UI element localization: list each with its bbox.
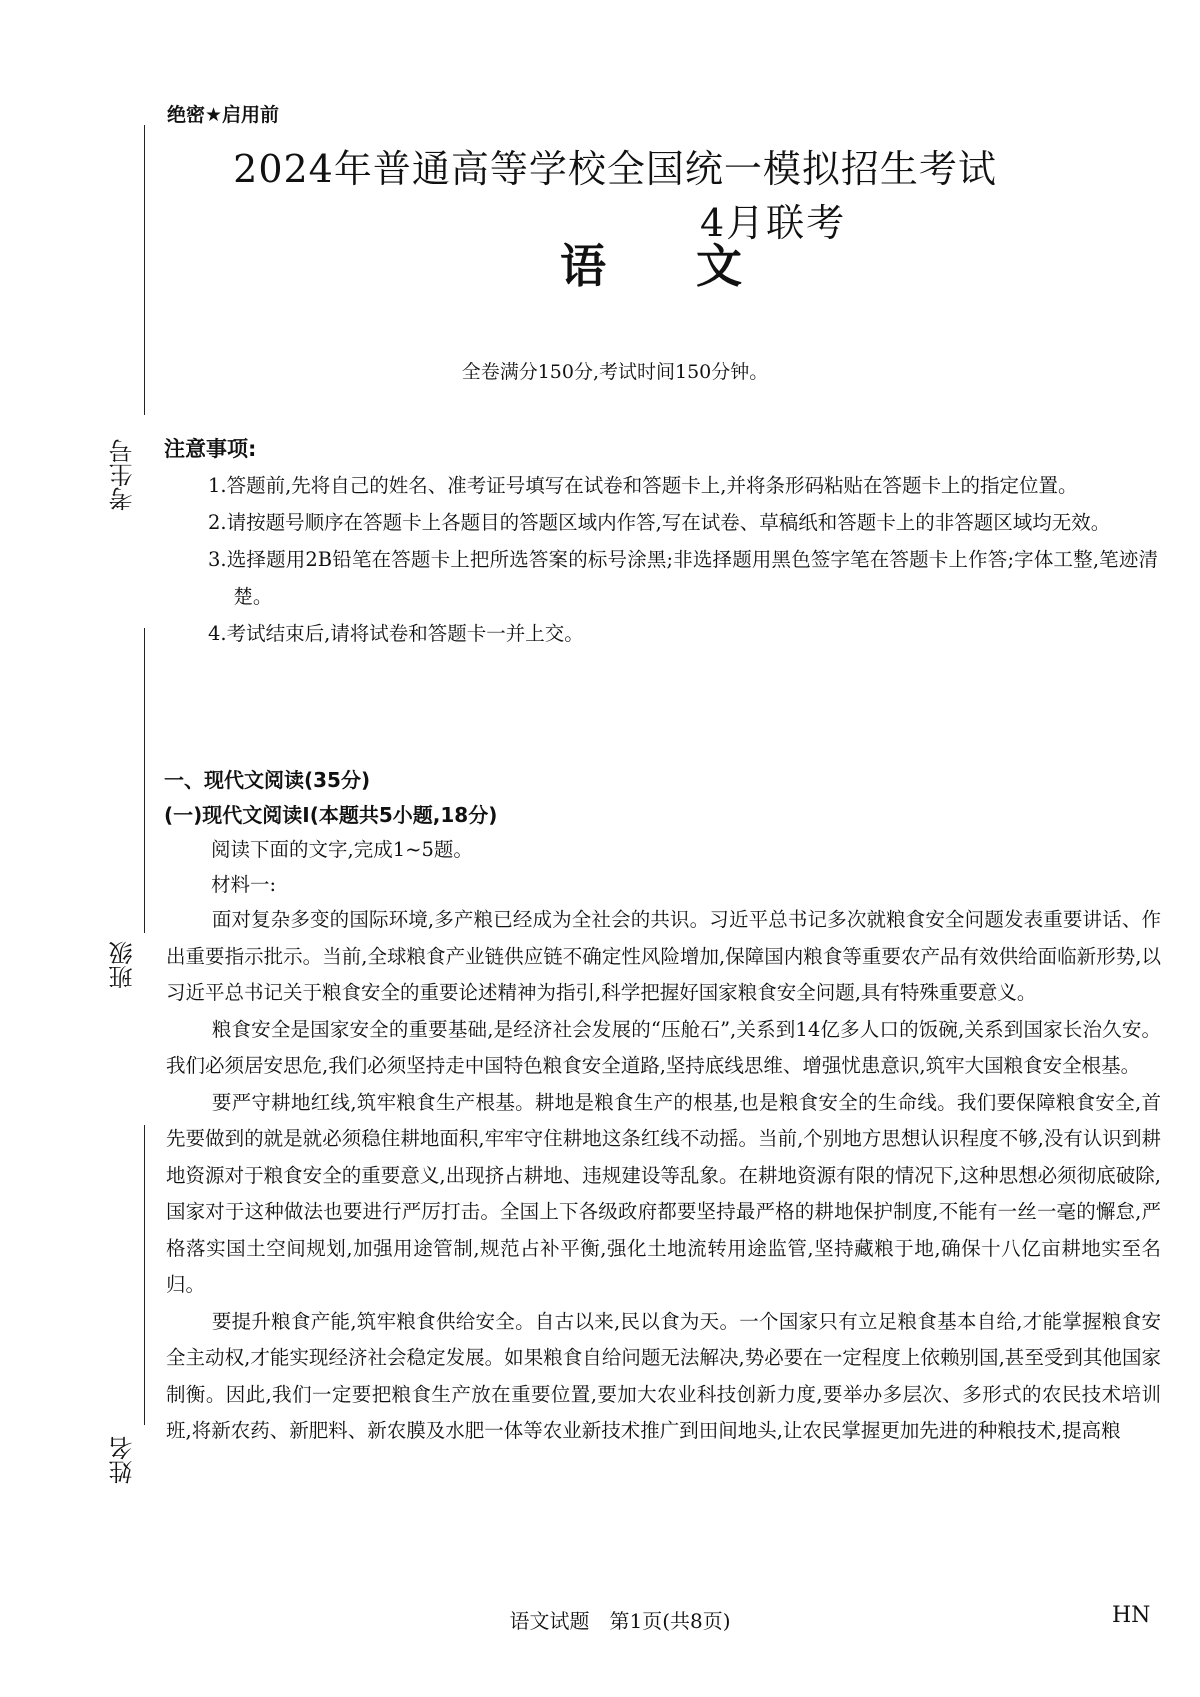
reading-passage <box>166 902 1161 1450</box>
page-footer: 语文试题 第1页(共8页) <box>509 1609 731 1633</box>
secret-label: 绝密★启用前 <box>167 104 280 126</box>
section-instruction: 阅读下面的文字,完成1~5题。 <box>211 838 473 861</box>
margin-line-middle <box>144 628 145 933</box>
margin-label-class: 班级 <box>109 941 137 989</box>
passage-paragraph: 要提升粮食产能,筑牢粮食供给安全。自古以来,民以食为天。一个国家只有立足粮食基本自给,才能掌握粮食安全主动权,才能实现经济社会稳定发展。如果粮食自给问题无法解决,势必要在一定程度上依赖别国,甚至受到其他国家制衡。因此,我们一定要把粮食生产放在重要位置,要加大农业科技创新力度,要举办多层次、多形式的农民技术培训班,将新农药、新肥料、新农膜及水肥一体等农业新技术推广到田间地头,让农民掌握更加先进的种粮技术,提高粮 <box>166 1309 1161 1442</box>
section-subheading: (一)现代文阅读Ⅰ(本题共5小题,18分) <box>164 803 498 827</box>
notice-title: 注意事项: <box>164 437 257 461</box>
notice-item: 4.考试结束后,请将试卷和答题卡一并上交。 <box>208 622 584 645</box>
notice-list <box>208 467 1158 652</box>
material-label: 材料一: <box>211 873 277 896</box>
exam-subtitle: 4月联考 <box>700 201 847 245</box>
passage-paragraph: 粮食安全是国家安全的重要基础,是经济社会发展的“压舱石”,关系到14亿多人口的饭碗,关系到国家长治久安。我们必须居安思危,我们必须坚持走中国特色粮食安全道路,坚持底线思维、增强忧患意识,筑牢大国粮食安全根基。 <box>166 1017 1161 1077</box>
margin-label-name: 姓名 <box>109 1436 137 1484</box>
section-heading: 一、现代文阅读(35分) <box>164 768 371 792</box>
notice-item: 1.答题前,先将自己的姓名、准考证号填写在试卷和答题卡上,并将条形码粘贴在答题卡上的指定位置。 <box>208 474 1078 497</box>
notice-item: 3.选择题用2B铅笔在答题卡上把所选答案的标号涂黑;非选择题用黑色签字笔在答题卡上作答;字体工整,笔迹清楚。 <box>208 548 1158 608</box>
notice-item: 2.请按题号顺序在答题卡上各题目的答题区域内作答,写在试卷、草稿纸和答题卡上的非答题区域均无效。 <box>208 511 1111 534</box>
score-info: 全卷满分150分,考试时间150分钟。 <box>461 361 769 383</box>
subject-title: 语文 <box>560 239 832 293</box>
region-code: HN <box>1112 1603 1151 1628</box>
passage-paragraph: 要严守耕地红线,筑牢粮食生产根基。耕地是粮食生产的根基,也是粮食安全的生命线。我们要保障粮食安全,首先要做到的就是就必须稳住耕地面积,牢牢守住耕地这条红线不动摇。当前,个别地方思想认识程度不够,没有认识到耕地资源对于粮食安全的重要意义,出现挤占耕地、违规建设等乱象。在耕地资源有限的情况下,这种思想必须彻底破除,国家对于这种做法也要进行严厉打击。全国上下各级政府都要坚持最严格的耕地保护制度,不能有一丝一毫的懈怠,严格落实国土空间规划,加强用途管制,规范占补平衡,强化土地流转用途监管,坚持藏粮于地,确保十八亿亩耕地实至名归。 <box>166 1090 1161 1296</box>
margin-label-exam-number: 考生号 <box>109 439 137 511</box>
exam-title: 2024年普通高等学校全国统一模拟招生考试 <box>233 147 997 191</box>
margin-line-bottom <box>144 1125 145 1425</box>
passage-paragraph: 面对复杂多变的国际环境,多产粮已经成为全社会的共识。习近平总书记多次就粮食安全问题发表重要讲话、作出重要指示批示。当前,全球粮食产业链供应链不确定性风险增加,保障国内粮食等重要农产品有效供给面临新形势,以习近平总书记关于粮食安全的重要论述精神为指引,科学把握好国家粮食安全问题,具有特殊重要意义。 <box>166 908 1161 1004</box>
